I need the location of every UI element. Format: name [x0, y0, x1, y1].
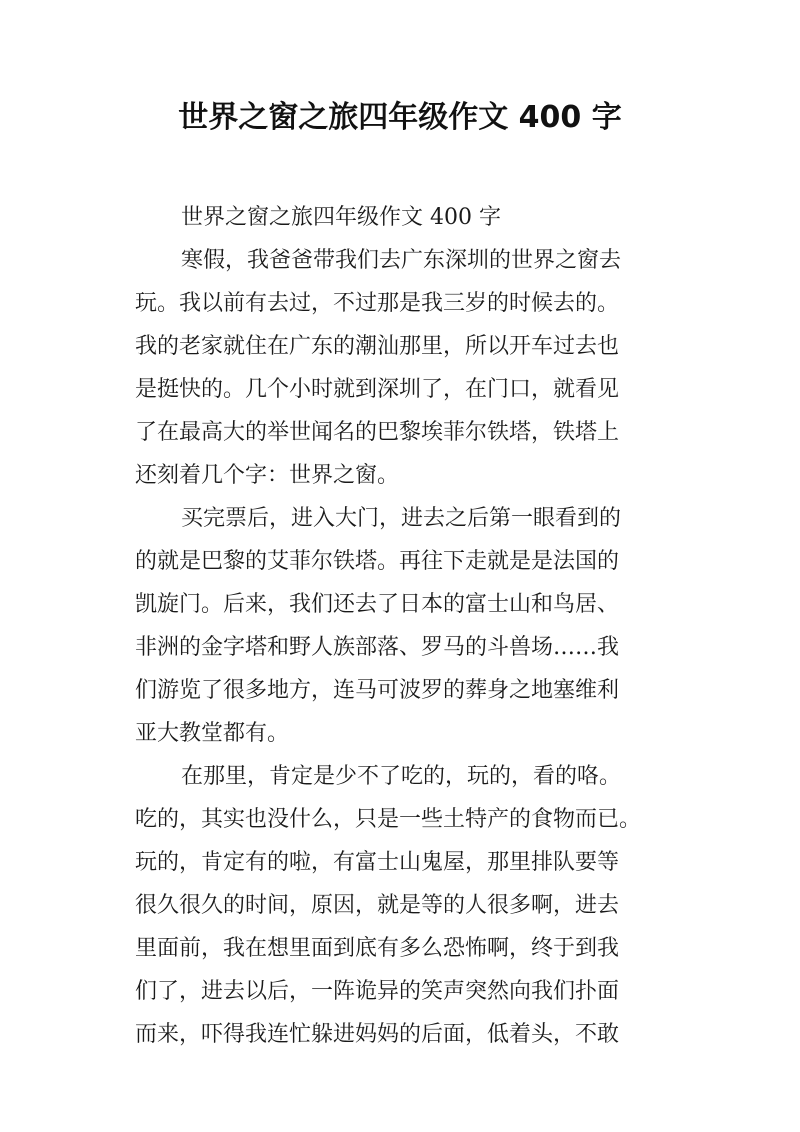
document-body — [135, 196, 671, 1056]
body-line: 了在最高大的举世闻名的巴黎埃菲尔铁塔，铁塔上 — [135, 420, 620, 445]
body-line: 还刻着几个字：世界之窗。 — [135, 463, 400, 488]
body-line: 们了，进去以后，一阵诡异的笑声突然向我们扑面 — [135, 979, 620, 1004]
body-line: 很久很久的时间，原因，就是等的人很多啊，进去 — [135, 893, 620, 918]
body-line: 我的老家就住在广东的潮汕那里，所以开车过去也 — [135, 334, 620, 359]
body-line: 吃的，其实也没什么，只是一些土特产的食物而已。 — [135, 807, 642, 832]
body-line: 凯旋门。后来，我们还去了日本的富士山和鸟居、 — [135, 592, 620, 617]
body-line: 的就是巴黎的艾菲尔铁塔。再往下走就是是法国的 — [135, 549, 620, 574]
body-line: 寒假，我爸爸带我们去广东深圳的世界之窗去 — [181, 248, 622, 273]
body-line: 亚大教堂都有。 — [135, 721, 290, 746]
document-title: 世界之窗之旅四年级作文 400 字 — [178, 100, 622, 135]
body-line-subtitle: 世界之窗之旅四年级作文 400 字 — [181, 205, 501, 230]
body-line: 里面前，我在想里面到底有多么恐怖啊，终于到我 — [135, 936, 620, 961]
body-line: 玩的，肯定有的啦，有富士山鬼屋，那里排队要等 — [135, 850, 620, 875]
body-line: 在那里，肯定是少不了吃的，玩的，看的咯。 — [181, 764, 622, 789]
body-line: 玩。我以前有去过，不过那是我三岁的时候去的。 — [135, 291, 620, 316]
body-line: 非洲的金字塔和野人族部落、罗马的斗兽场……我 — [135, 635, 620, 660]
body-line: 而来，吓得我连忙躲进妈妈的后面，低着头，不敢 — [135, 1022, 620, 1047]
body-line: 买完票后，进入大门，进去之后第一眼看到的 — [181, 506, 622, 531]
body-line: 们游览了很多地方，连马可波罗的葬身之地塞维利 — [135, 678, 620, 703]
body-line: 是挺快的。几个小时就到深圳了，在门口，就看见 — [135, 377, 620, 402]
